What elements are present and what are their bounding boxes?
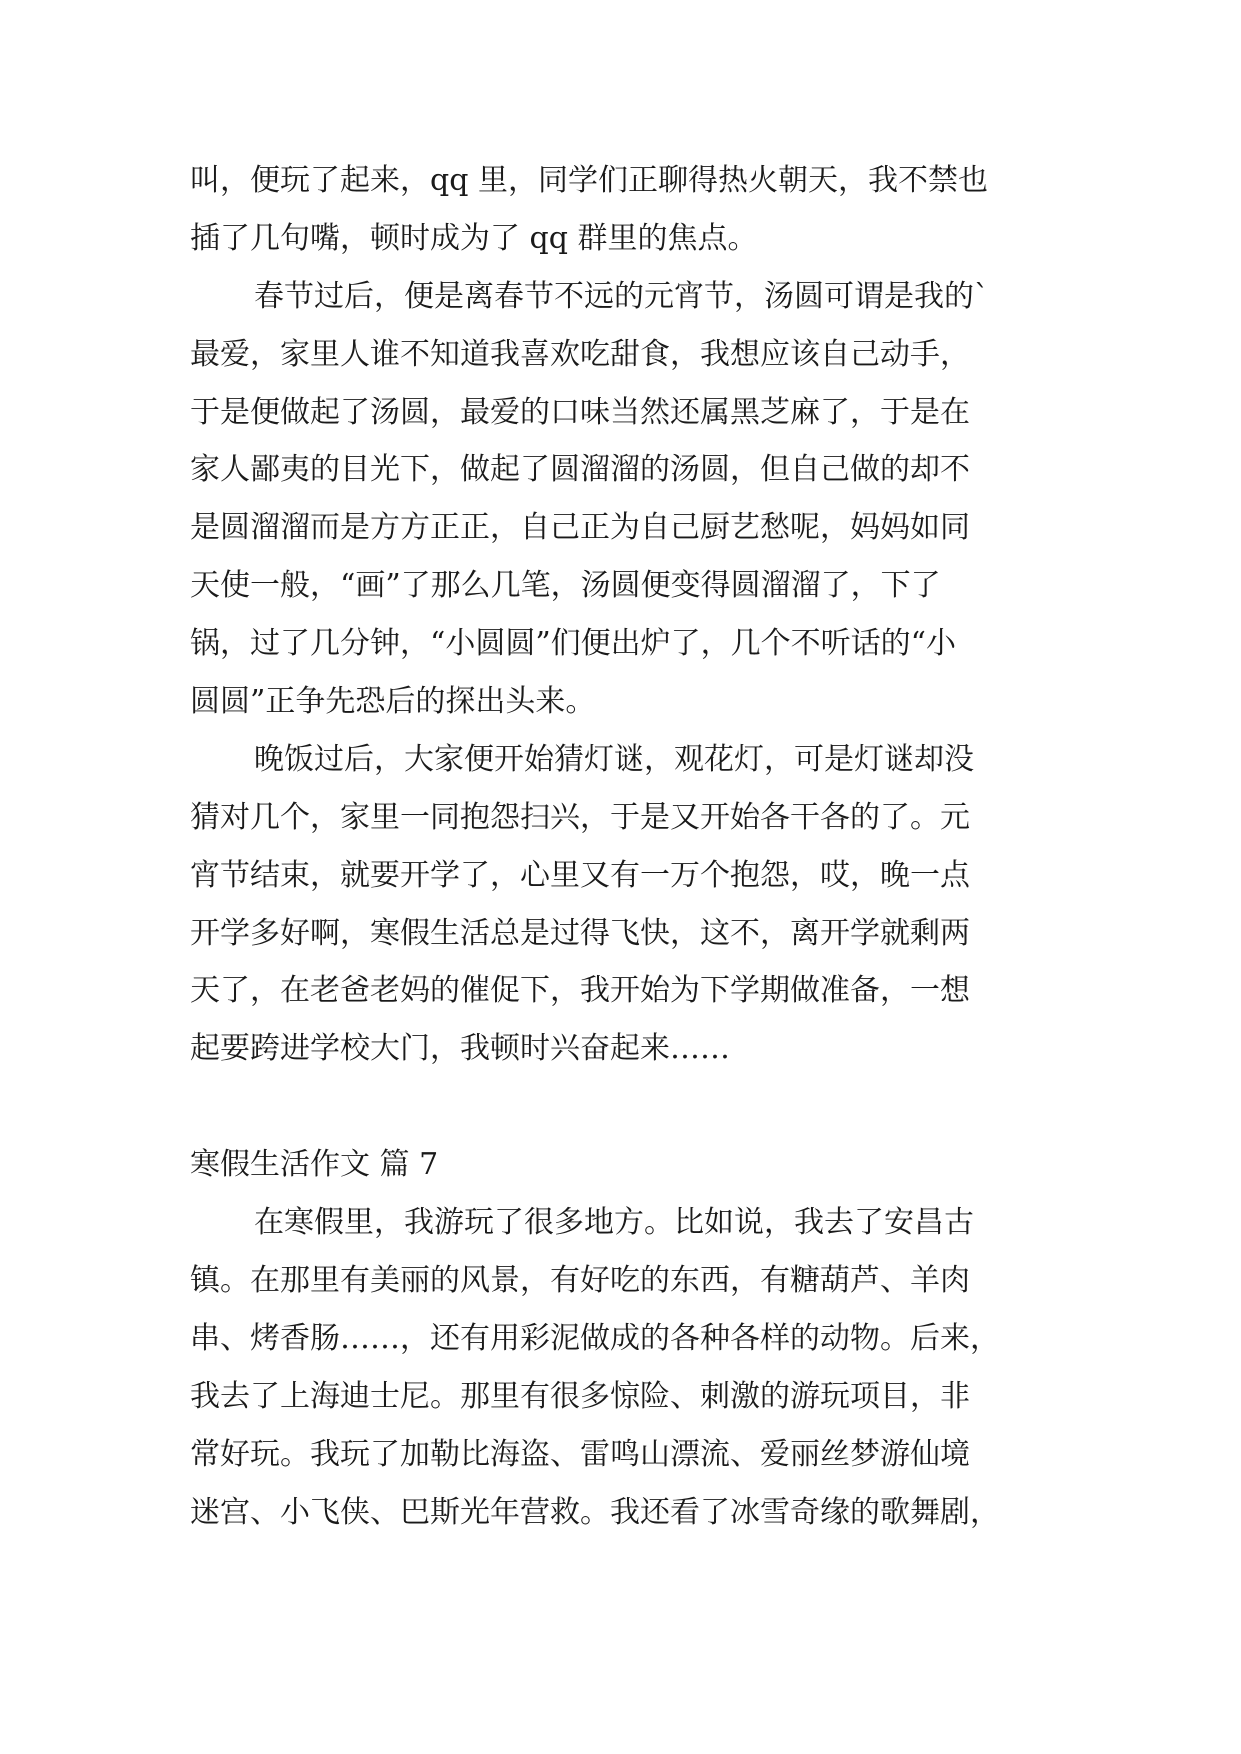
text-line: 插了几句嘴，顿时成为了 qq 群里的焦点。	[190, 220, 758, 256]
document-page	[190, 152, 1070, 1541]
text-line: 是圆溜溜而是方方正正，自己正为自己厨艺愁呢，妈妈如同	[190, 510, 970, 546]
text-line: 我去了上海迪士尼。那里有很多惊险、刺激的游玩项目，非	[190, 1378, 970, 1414]
text-line: 猜对几个，家里一同抱怨扫兴，于是又开始各干各的了。元	[190, 799, 970, 835]
text-line: 晚饭过后，大家便开始猜灯谜，观花灯，可是灯谜却没	[254, 741, 974, 777]
text-line: 起要跨进学校大门，我顿时兴奋起来……	[190, 1031, 730, 1067]
essay-7-body	[190, 1194, 1070, 1541]
text-line: 串、烤香肠……，还有用彩泥做成的各种各样的动物。后来，	[190, 1320, 1000, 1356]
text-line: 天了，在老爸老妈的催促下，我开始为下学期做准备，一想	[190, 973, 970, 1009]
section-gap	[190, 1078, 1070, 1136]
text-line: 圆圆”正争先恐后的探出头来。	[190, 684, 596, 720]
text-line: 镇。在那里有美丽的风景，有好吃的东西，有糖葫芦、羊肉	[190, 1263, 970, 1299]
text-line: 在寒假里，我游玩了很多地方。比如说，我去了安昌古	[254, 1205, 974, 1241]
essay-continuation	[190, 152, 1070, 1078]
text-line: 天使一般，“画”了那么几笔，汤圆便变得圆溜溜了，下了	[190, 568, 941, 604]
text-line: 最爱，家里人谁不知道我喜欢吃甜食，我想应该自己动手，	[190, 336, 970, 372]
text-line: 家人鄙夷的目光下，做起了圆溜溜的汤圆，但自己做的却不	[190, 452, 970, 488]
text-line: 锅，过了几分钟，“小圆圆”们便出炉了，几个不听话的“小	[190, 626, 957, 662]
text-line: 春节过后，便是离春节不远的元宵节，汤圆可谓是我的`	[254, 278, 989, 314]
text-line: 迷宫、小飞侠、巴斯光年营救。我还看了冰雪奇缘的歌舞剧，	[190, 1494, 1000, 1530]
text-line: 叫，便玩了起来，qq 里，同学们正聊得热火朝天，我不禁也	[190, 163, 988, 198]
text-line: 于是便做起了汤圆，最爱的口味当然还属黑芝麻了，于是在	[190, 394, 970, 430]
text-line: 开学多好啊，寒假生活总是过得飞快，这不，离开学就剩两	[190, 915, 970, 951]
text-line: 宵节结束，就要开学了，心里又有一万个抱怨，哎，晚一点	[190, 857, 970, 893]
section-heading: 寒假生活作文 篇 7	[190, 1147, 439, 1183]
text-line: 常好玩。我玩了加勒比海盗、雷鸣山漂流、爱丽丝梦游仙境	[190, 1436, 970, 1472]
